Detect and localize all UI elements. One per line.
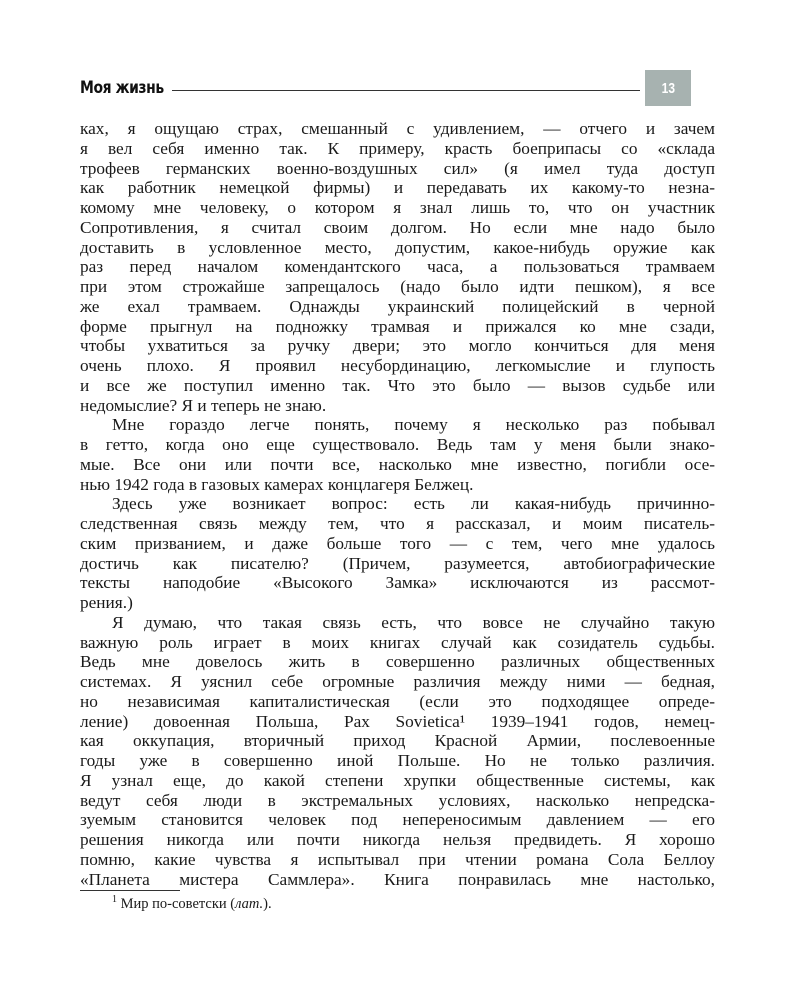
text-line: нью 1942 года в газовых камерах концлагеря Белжец.: [80, 474, 474, 494]
text-line: важную роль играет в моих книгах случай как созидатель судьбы.: [80, 632, 715, 652]
text-line: годы уже в совершенно иной Польше. Но не только различия.: [80, 751, 715, 770]
text-line: мые. Все они или почти все, насколько мне известно, погибли осе-: [80, 454, 715, 474]
text-line: ление) довоенная Польша, Pax Sovietica¹ 1939–1941 годов, немец-: [80, 711, 715, 731]
text-line: тексты наподобие «Высокого Замка» исключаются из рассмот-: [80, 573, 715, 593]
text-line: Сопротивления, я считал своим долгом. Но если мне надо было: [80, 217, 715, 237]
text-line: Мне гораздо легче понять, почему я несколько раз побывал: [112, 415, 715, 435]
text-line: зуемым становится человек под непереносимым давлением — его: [80, 810, 715, 830]
footnote-italic: лат.: [235, 896, 264, 912]
text-line: следственная связь между тем, что я рассказал, и моим писатель-: [80, 514, 715, 533]
text-line: раз перед началом комендантского часа, а пользоваться трамваем: [80, 257, 715, 277]
text-line: кая оккупация, вторичный приход Красной Армии, послевоенные: [80, 731, 715, 751]
footnote-rule: [80, 890, 180, 891]
text-line: рения.): [80, 593, 133, 612]
text-line: я вел себя именно так. К примеру, красть боеприпасы со «склада: [80, 138, 715, 158]
text-line: в гетто, когда оно еще существовало. Ведь там у меня были знако-: [80, 435, 715, 454]
text-line: и все же поступил именно так. Что это было — вызов судьбе или: [80, 375, 715, 395]
footnote-tail: ).: [263, 896, 272, 912]
text-line: трофеев германских военно-воздушных сил» (я имел туда доступ: [80, 158, 715, 178]
page-number-box: [645, 70, 691, 106]
text-line: Я думаю, что такая связь есть, что вовсе не случайно такую: [112, 612, 715, 632]
footnote-marker: 1: [112, 894, 117, 905]
text-line: форме прыгнул на подножку трамвая и прижался ко мне сзади,: [80, 316, 715, 336]
text-line: доставить в условленное место, допустим, какое-нибудь оружие как: [80, 237, 715, 257]
footnote: [112, 896, 272, 913]
paragraph: [80, 494, 715, 613]
text-line: очень плохо. Я проявил несубординацию, легкомыслие и глупость: [80, 356, 715, 375]
text-line: комому мне человеку, о котором я знал лишь то, что он участник: [80, 198, 715, 217]
text-line: «Планета мистера Саммлера». Книга понравилась мне настолько,: [80, 869, 715, 889]
running-header: [80, 70, 690, 106]
page-number: 13: [661, 79, 675, 97]
text-line: ках, я ощущаю страх, смешанный с удивлением, — отчего и зачем: [80, 119, 715, 138]
text-line: при этом строжайше запрещалось (надо было идти пешком), я все: [80, 277, 715, 296]
header-rule: [172, 90, 640, 91]
running-title: Моя жизнь: [80, 78, 164, 98]
paragraph: [80, 119, 715, 415]
text-line: достичь как писателю? (Причем, разумеется, автобиографические: [80, 553, 715, 573]
text-line: ским призванием, и даже больше того — с тем, чего мне удалось: [80, 533, 715, 553]
text-line: как работник немецкой фирмы) и передавать их какому-то незна-: [80, 178, 715, 198]
text-line: Я узнал еще, до какой степени хрупки общественные системы, как: [80, 770, 715, 790]
body-text: [80, 119, 715, 889]
paragraph: [80, 415, 715, 494]
text-line: же ехал трамваем. Однажды украинский полицейский в черной: [80, 296, 715, 316]
text-line: чтобы ухватиться за ручку двери; это могло кончиться для меня: [80, 336, 715, 356]
text-line: решения никогда или почти никогда нельзя предвидеть. Я хорошо: [80, 830, 715, 849]
text-line: системах. Я уяснил себе огромные различия между ними — бедная,: [80, 672, 715, 691]
footnote-text: Мир по-советски (: [120, 896, 236, 912]
text-line: но независимая капиталистическая (если это подходящее опреде-: [80, 691, 715, 711]
text-line: Ведь мне довелось жить в совершенно различных общественных: [80, 652, 715, 672]
text-line: ведут себя люди в экстремальных условиях, насколько непредска-: [80, 790, 715, 810]
text-line: Здесь уже возникает вопрос: есть ли какая-нибудь причинно-: [112, 494, 715, 514]
text-line: недомыслие? Я и теперь не знаю.: [80, 395, 327, 415]
text-line: помню, какие чувства я испытывал при чтении романа Сола Беллоу: [80, 849, 715, 869]
paragraph: [80, 613, 715, 890]
